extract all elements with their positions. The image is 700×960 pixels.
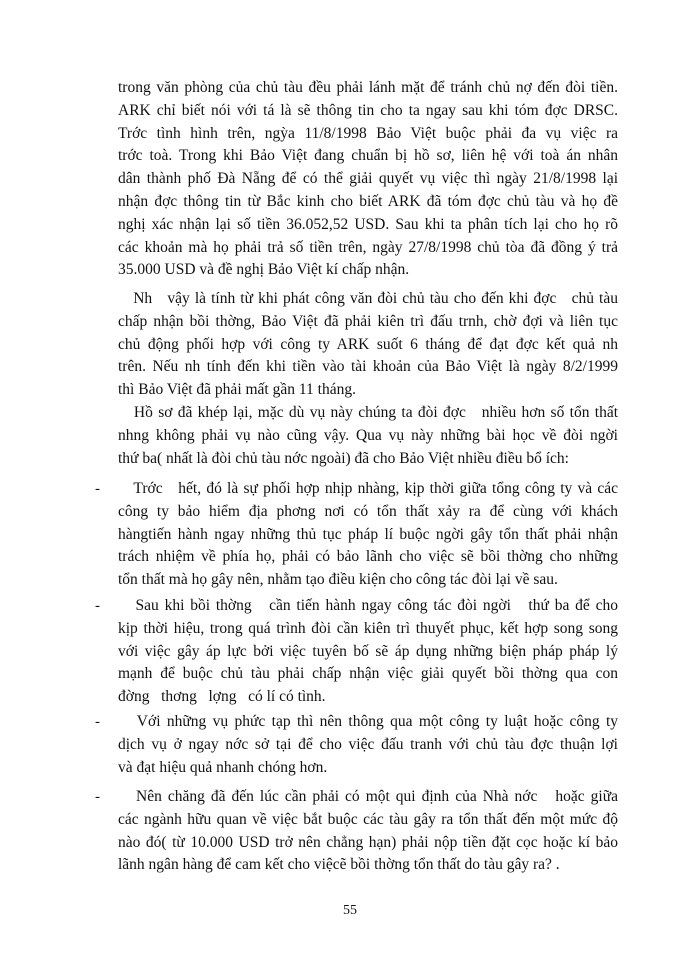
text-line: lãnh ngân hàng để cam kết cho việcẽ bồi thờng tổn thất do tàu gây ra? . [118, 856, 560, 874]
text-line: các khoản mà họ phải trả số tiền trên, ngày 27/8/1998 chủ tòa đã đồng ý trả [118, 238, 618, 256]
text-line: Nên chăng đã đến lúc cần phải có một qui định của Nhà nớc hoặc giữa [118, 788, 618, 805]
text-line: công ty bảo hiểm địa phơng nơi có tổn thất xảy ra để cùng với khách [118, 502, 618, 520]
bullet-dash: - [95, 598, 100, 614]
text-line: trên. Nếu nh tính đến khi tiền vào tài khoản của Bảo Việt là ngày 8/2/1999 [118, 358, 618, 376]
bullet-dash: - [95, 714, 100, 730]
text-line: dân thành phố Đà Nẵng để có thể giải quyết vụ việc thì ngày 21/8/1998 lại [118, 170, 618, 188]
text-line: thì Bảo Việt đã phải mất gần 11 tháng. [118, 381, 356, 399]
text-line: kịp thời hiệu, trong quá trình đòi cần kiên trì thuyết phục, kết hợp song song [118, 619, 618, 637]
text-line: mạnh để buộc chủ tàu phải chấp nhận việc giải quyết bồi thờng qua con [118, 665, 618, 683]
bullet-dash: - [95, 481, 100, 497]
paragraph-2 [118, 288, 618, 402]
text-line: ARK chỉ biết nói với tá là sẽ thông tin cho ta ngay sau khi tóm đợc DRSC. [118, 101, 618, 119]
text-line: Nh vậy là tính từ khi phát công văn đòi chủ tàu cho đến khi đợc chủ tàu [118, 290, 618, 307]
text-line: với việc gây áp lực bởi việc tuyên bố sẽ áp dụng những biện pháp pháp lý [118, 642, 618, 660]
text-line: Sau khi bồi thờng cần tiến hành ngay công tác đòi ngời thứ ba để cho [118, 597, 618, 614]
text-line: nghị xác nhận lại số tiền 36.052,52 USD. Sau khi ta phân tích lại cho họ rõ [118, 215, 618, 233]
text-line: Trớc tình hình trên, ngỳa 11/8/1998 Bảo Việt buộc phải đa vụ việc ra [118, 124, 618, 142]
page-number: 55 [343, 903, 357, 918]
text-line: nhng không phải vụ nào cũng vậy. Qua vụ này những bài học về đòi ngời [118, 426, 618, 444]
text-line: trớc toà. Trong khi Bảo Việt đang chuẩn bị hồ sơ, liên hệ với toà án nhân [118, 147, 618, 165]
paragraph-1 [118, 77, 618, 282]
text-line: trách nhiệm về phía họ, phải có bảo lãnh cho việc sẽ bồi thờng cho những [118, 548, 618, 566]
text-line: thứ ba( nhất là đòi chủ tàu nớc ngoài) đã cho Bảo Việt nhiều điều bổ ích: [118, 449, 569, 467]
text-line: nào đó( từ 10.000 USD trở nên chẳng hạn) phải nộp tiền đặt cọc hoặc kí bảo [118, 833, 618, 851]
paragraph-3 [118, 402, 618, 470]
bullet-paragraph-4 [118, 786, 618, 877]
text-line: trong văn phòng của chủ tàu đều phải lánh mặt để tránh chủ nợ đến đòi tiền. [118, 79, 618, 96]
bullet-paragraph-3 [118, 711, 618, 779]
bullet-paragraph-1 [118, 478, 618, 592]
text-line: dịch vụ ở ngay nớc sở tại để cho việc đấu tranh với chủ tàu đợc thuận lợi [118, 735, 618, 753]
text-line: hàngtiến hành ngay những thủ tục pháp lí buộc ngời gây tổn thất phải nhận [118, 525, 618, 543]
text-line: 35.000 USD và đề nghị Bảo Việt kí chấp nhận. [118, 261, 410, 279]
text-line: Với những vụ phức tạp thì nên thông qua một công ty luật hoặc công ty [118, 713, 618, 730]
text-line: đờng thơng lợng có lí có tình. [118, 688, 326, 706]
text-line: và đạt hiệu quả nhanh chóng hơn. [118, 758, 328, 776]
text-line: nhận đợc thông tin từ Bắc kinh cho biết ARK đã tóm đợc chủ tàu và họ đề [118, 192, 618, 210]
text-line: chấp nhận bồi thờng, Bảo Việt đã phải kiên trì đấu trnh, chờ đợi và liên tục [118, 312, 618, 330]
bullet-dash: - [95, 789, 100, 805]
text-line: Hồ sơ đã khép lại, mặc dù vụ này chúng ta đòi đợc nhiều hơn số tổn thất [118, 404, 618, 421]
bullet-paragraph-2 [118, 595, 618, 709]
text-line: các ngành hữu quan về việc bắt buộc các tàu gây ra tổn thất đến một mức độ [118, 810, 618, 828]
text-line: tổn thất mà họ gây nên, nhằm tạo điều kiện cho công tác đòi lại về sau. [118, 571, 558, 589]
text-line: chủ động phối hợp với công ty ARK suốt 6 tháng để đạt đợc kết quả nh [118, 335, 618, 353]
text-line: Trớc hết, đó là sự phối hợp nhịp nhàng, kịp thời giữa tổng công ty và các [118, 480, 618, 497]
